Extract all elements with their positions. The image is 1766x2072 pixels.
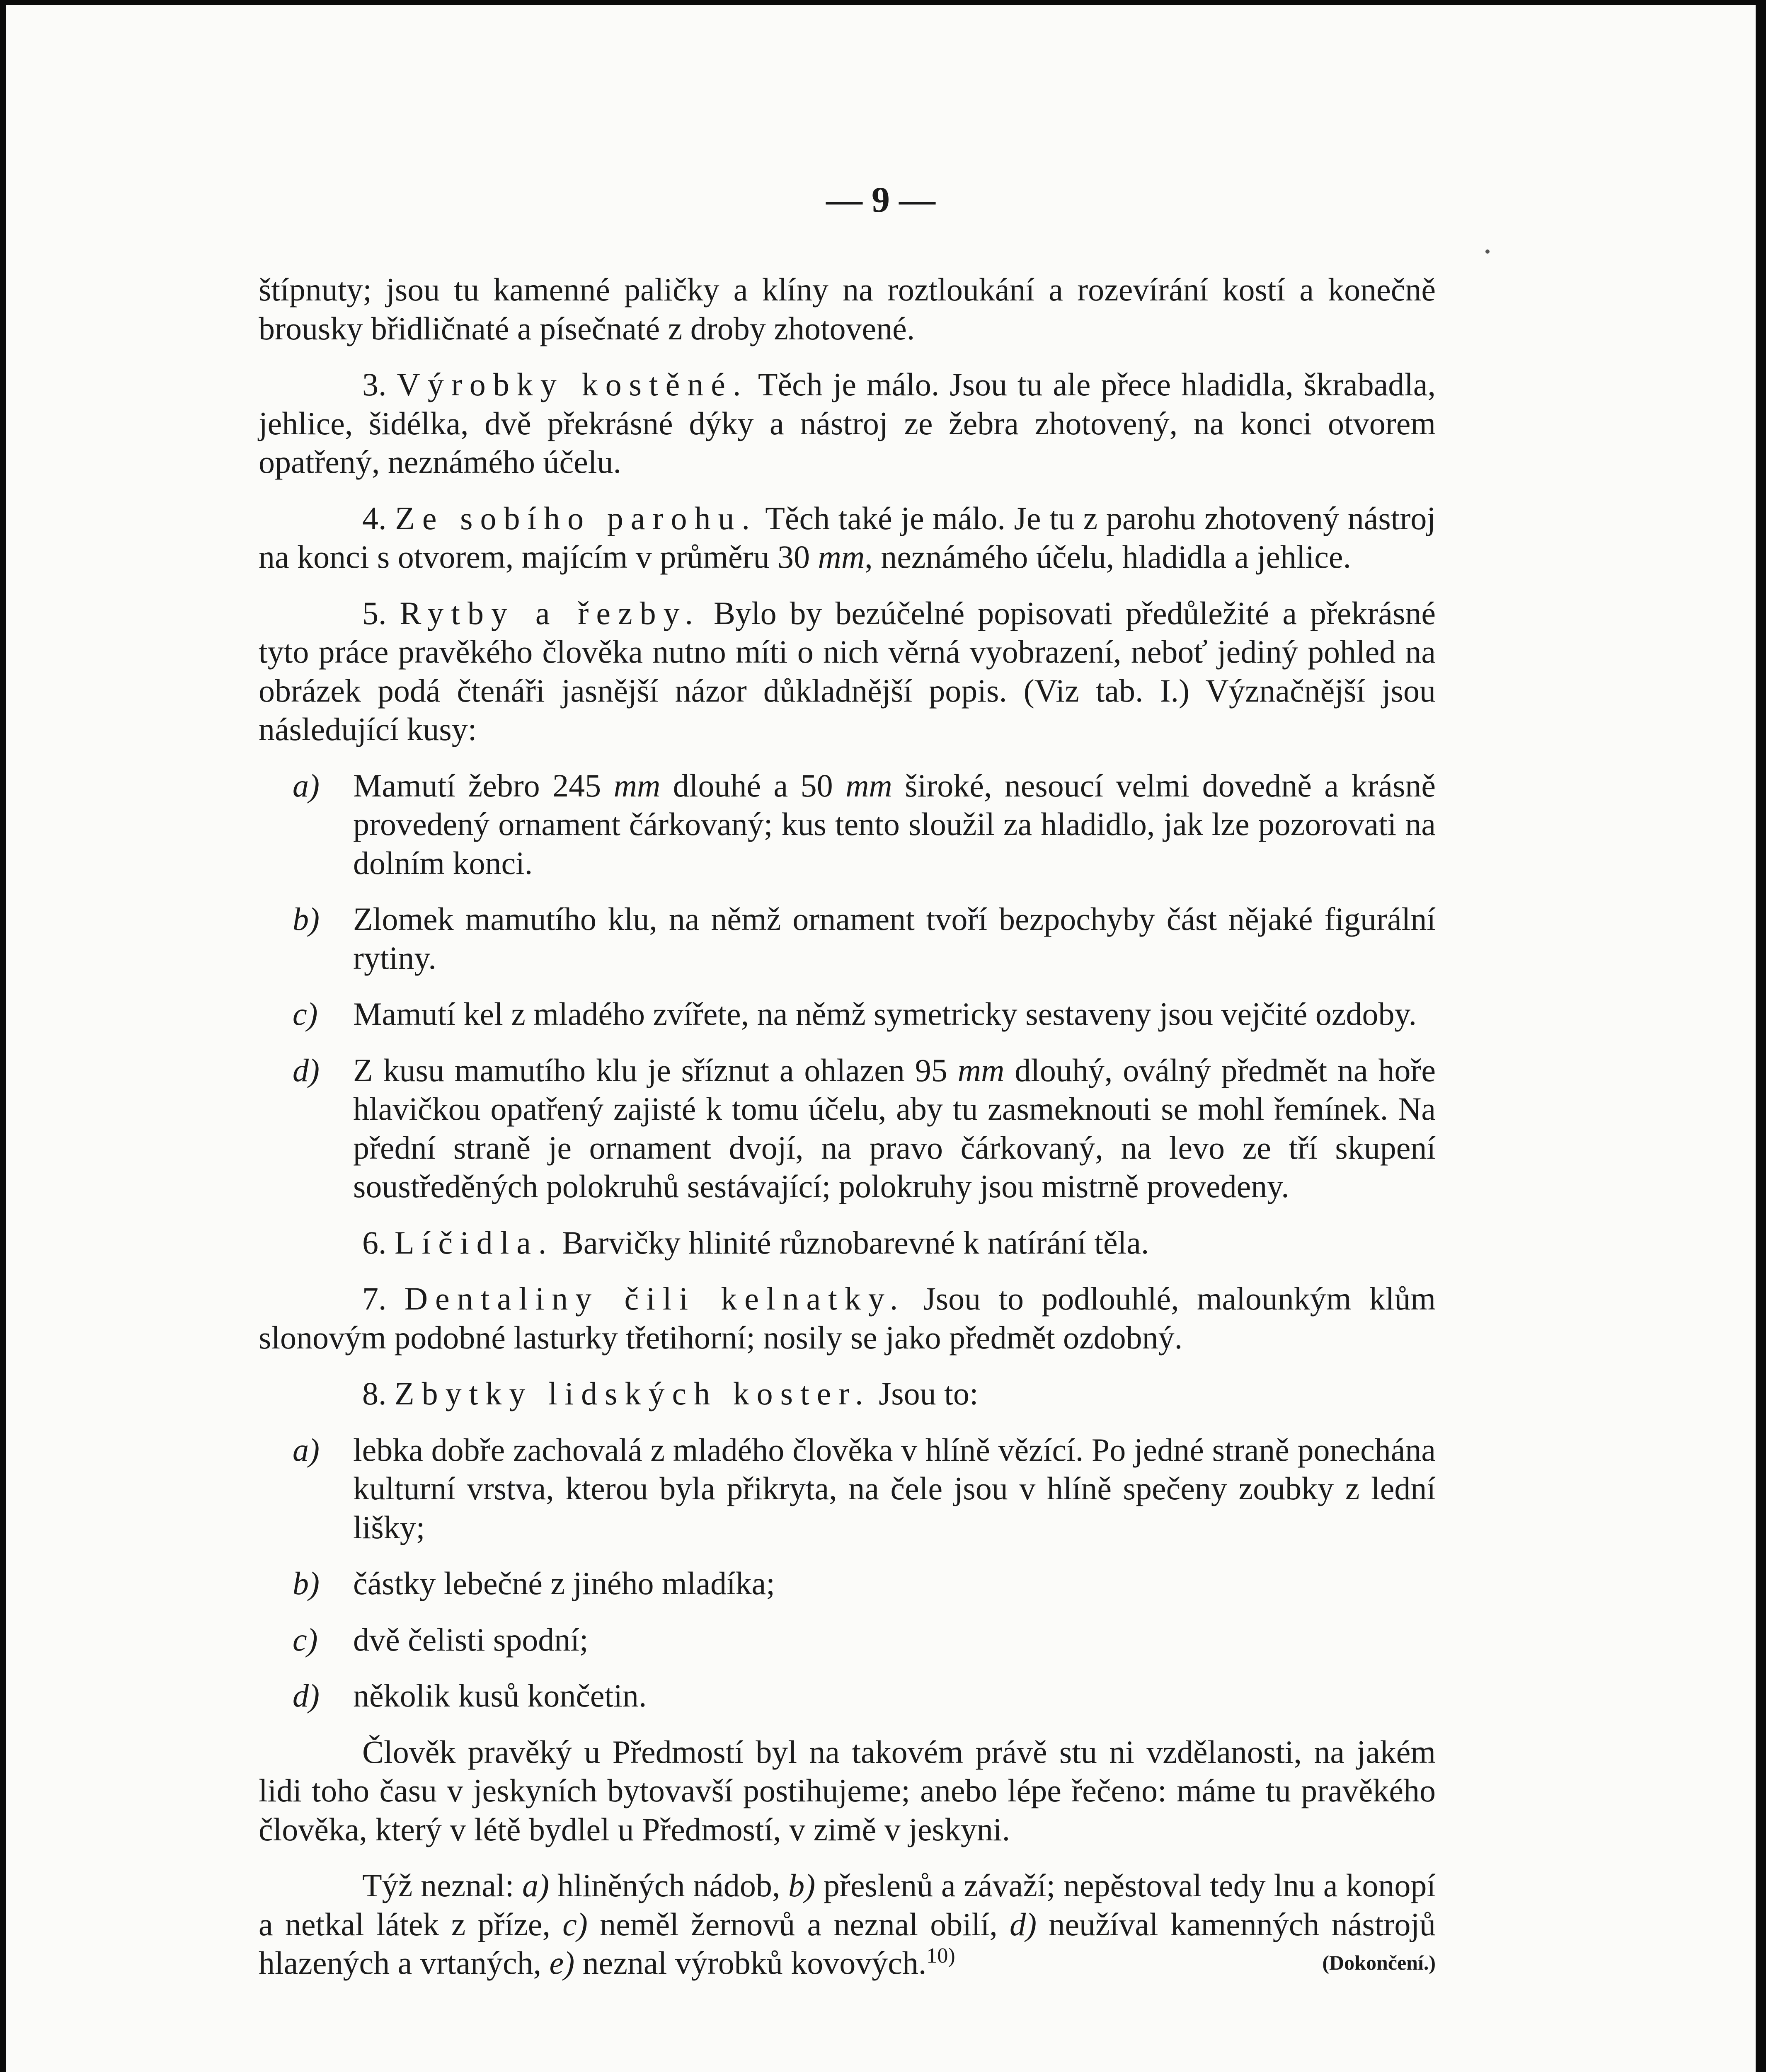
list-item [259, 1676, 1436, 1715]
section-5-heading: Rytby a řezby. [400, 595, 701, 631]
item-text: několik kusů končetin. [353, 1677, 647, 1714]
section-8-heading: Zbytky lidských koster. [395, 1375, 871, 1411]
item-label: a) [293, 1431, 320, 1468]
paragraph-final [259, 1866, 1436, 1982]
final-text: přeslenů a závaží; nepěstoval tedy lnu a konopí a netkal látek z příze, [259, 1867, 1436, 1942]
section-5-number: 5. [362, 595, 387, 631]
section-7 [259, 1279, 1436, 1357]
section-8-text: Jsou to: [878, 1375, 979, 1411]
final-text: Týž neznal: [362, 1867, 514, 1903]
section-3 [259, 365, 1436, 482]
item-label: c) [293, 1621, 318, 1658]
page-number: — 9 — [826, 180, 935, 220]
item-text: Zlomek mamutího klu, na němž ornament tvoří bezpochyby část nějaké figurální rytiny. [353, 901, 1436, 976]
final-text: neměl žernovů a neznal obilí, [600, 1906, 998, 1942]
paragraph-human: Člověk pravěký u Předmostí byl na takovém právě stu ni vzdělanosti, na jakém lidi toho času v jeskyních bytovavší postihujeme; anebo lépe řečeno: máme tu pravěkého člověka, který v létě bydlel u Předmostí, v zimě v jeskyni. [259, 1733, 1436, 1847]
section-3-heading: Výrobky kostěné. [397, 366, 749, 402]
intro-paragraph: štípnuty; jsou tu kamenné paličky a klíny na roztloukání a rozevírání kostí a konečně brousky břidličnaté a písečnaté z droby zhotovené. [259, 271, 1436, 346]
unit-mm: mm [957, 1052, 1005, 1088]
final-text: neznal výrobků kovových. [582, 1945, 927, 1981]
final-text: neužíval kamenných nástrojů hlazených a vrtaných, [259, 1906, 1436, 1981]
footnote-reference[interactable]: 10) [926, 1944, 955, 1968]
inline-label: d) [1010, 1906, 1037, 1942]
section-6-heading: Líčidla. [395, 1224, 554, 1261]
list-item [259, 1431, 1436, 1547]
item-label: a) [293, 767, 320, 804]
item-text: Mamutí žebro 245 [353, 767, 601, 804]
item-text: dlouhý, oválný předmět na hoře hlavičkou opatřený zajisté k tomu účelu, aby tu zasmeknouti se mohl řemínek. Na přední straně je ornament dvojí, na pravo čárkovaný, na levo ze tří skupení soustředěných polokruhů sestávající; polokruhy jsou mistrně provedeny. [353, 1052, 1436, 1204]
section-4-heading: Ze sobího parohu. [395, 500, 757, 536]
inline-label: c) [562, 1906, 588, 1942]
section-3-number: 3. [362, 366, 387, 402]
item-text: dvě čelisti spodní; [353, 1621, 589, 1658]
section-6-text: Barvičky hlinité různobarevné k natírání těla. [562, 1224, 1149, 1261]
item-text: lebka dobře zachovalá z mladého člověka v hlíně vězící. Po jedné straně ponechána kulturní vrstva, kterou byla přikryta, na čele jsou v hlíně spečeny zoubky z lední lišky; [353, 1431, 1436, 1545]
section-5-text: Bylo by bezúčelné popisovati předůležité a překrásné tyto práce pravěkého člověka nutno míti o nich věrná vyobrazení, neboť jediný pohled na obrázek podá čtenáři jasnější názor důkladnější popis. (Viz tab. I.) Význačnější jsou následující kusy: [259, 595, 1436, 747]
section-8 [259, 1374, 1436, 1413]
section-6-number: 6. [362, 1224, 387, 1261]
document-page [6, 5, 1756, 2072]
final-text: hliněných nádob, [557, 1867, 780, 1903]
item-text: Mamutí kel z mladého zvířete, na němž symetricky sestaveny jsou vejčité ozdoby. [353, 996, 1417, 1032]
section-5 [259, 594, 1436, 749]
section-4-number: 4. [362, 500, 387, 536]
list-item [259, 1564, 1436, 1603]
inline-label: e) [549, 1945, 575, 1981]
paper-speck [1485, 249, 1490, 254]
list-item [259, 766, 1436, 883]
item-label: d) [293, 1052, 320, 1088]
unit-mm: mm [818, 539, 865, 575]
section-8-number: 8. [362, 1375, 387, 1411]
inline-label: b) [788, 1867, 816, 1903]
body-text [259, 270, 1436, 1982]
item-text: široké, nesoucí velmi dovedně a krásně provedený ornament čárkovaný; kus tento sloužil za hladidlo, jak lze pozorovati na dolním konci. [353, 767, 1436, 881]
item-label: d) [293, 1677, 320, 1714]
section-4-text-end: , neznámého účelu, hladidla a jehlice. [865, 539, 1352, 575]
item-label: b) [293, 901, 320, 937]
unit-mm: mm [613, 767, 661, 804]
section-3-text: Těch je málo. Jsou tu ale přece hladidla, škrabadla, jehlice, šidélka, dvě překrásné dýky a nástroj ze žebra zhotovený, na konci otvorem opatřený, neznámého účelu. [259, 366, 1436, 480]
unit-mm: mm [845, 767, 892, 804]
section-6 [259, 1223, 1436, 1262]
section-7-heading: Dentaliny čili kelnatky. [404, 1280, 906, 1317]
section-7-number: 7. [362, 1280, 387, 1317]
list-item [259, 900, 1436, 977]
item-text: Z kusu mamutího klu je sříznut a ohlazen 95 [353, 1052, 947, 1088]
continued-note: (Dokončení.) [1322, 1951, 1436, 1974]
list-item [259, 995, 1436, 1034]
list-item [259, 1620, 1436, 1659]
item-text: částky lebečné z jiného mladíka; [353, 1565, 775, 1601]
section-7-text: Jsou to podlouhlé, malounkým klům slonovým podobné lasturky třetihorní; nosily se jako předmět ozdobný. [259, 1280, 1436, 1356]
list-item [259, 1051, 1436, 1206]
item-label: c) [293, 996, 318, 1032]
section-4 [259, 499, 1436, 576]
inline-label: a) [522, 1867, 550, 1903]
section-4-text: Těch také je málo. Je tu z parohu zhotovený nástroj na konci s otvorem, majícím v průměru 30 [259, 500, 1436, 575]
item-label: b) [293, 1565, 320, 1601]
item-text: dlouhé a 50 [673, 767, 833, 804]
